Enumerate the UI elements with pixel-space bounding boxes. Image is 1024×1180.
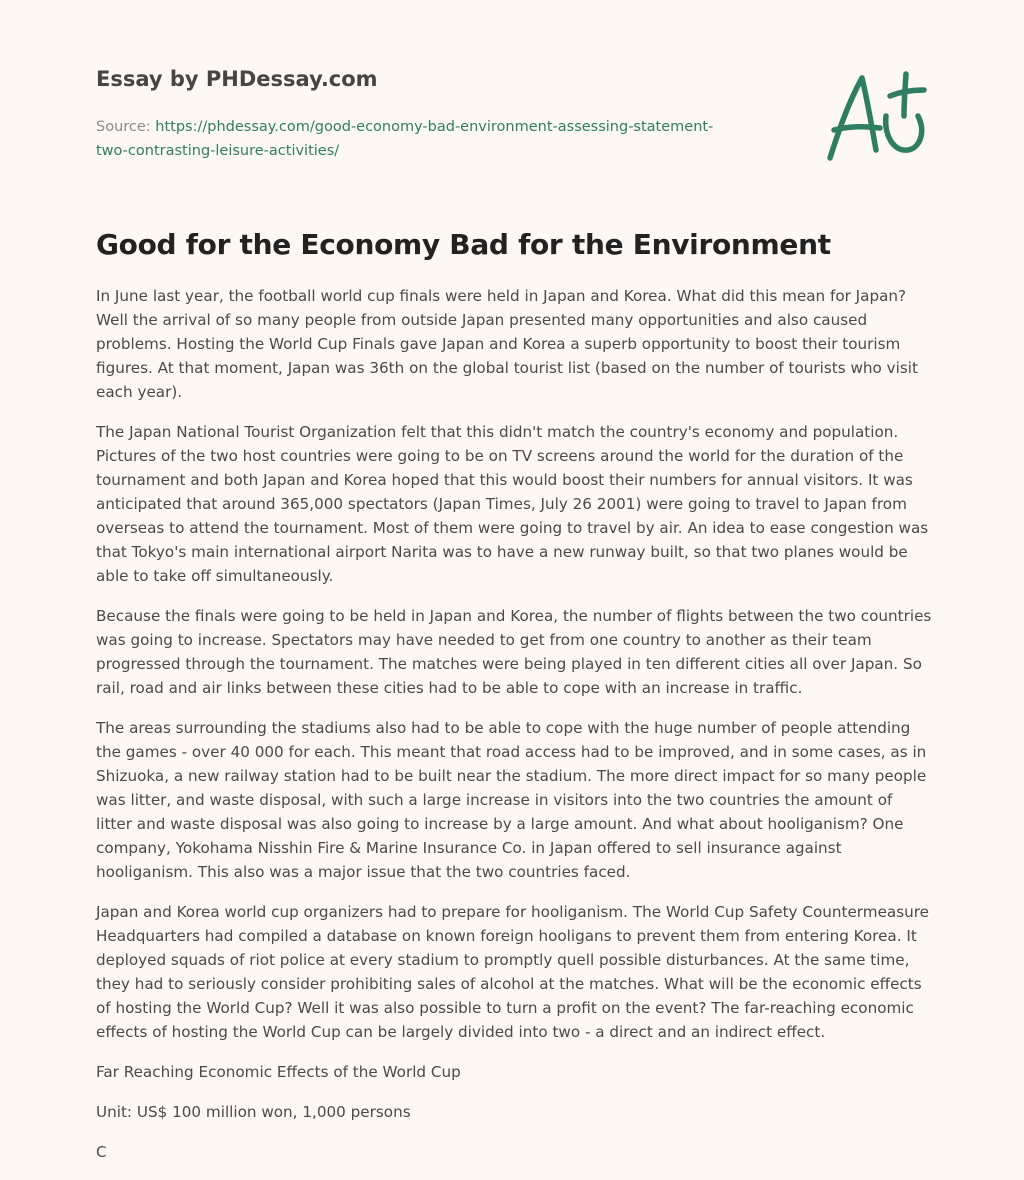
unit-note: Unit: US$ 100 million won, 1,000 persons bbox=[96, 1103, 411, 1121]
source-line bbox=[96, 115, 796, 163]
site-title: Essay by PHDessay.com bbox=[96, 67, 378, 91]
a-plus-grade-icon bbox=[820, 68, 930, 168]
paragraph: Japan and Korea world cup organizers had to prepare for hooliganism. The World Cup Safety Countermeasure Headquarters had compiled a database on known foreign hooligans to prevent them from entering Korea. It deployed squads of riot police at every stadium to promptly quell possible disturbances. At the same time, they had to seriously consider prohibiting sales of alcohol at the matches. What will be the economic effects of hosting the World Cup? Well it was also possible to turn a profit on the event? The far-reaching economic effects of hosting the World Cup can be largely divided into two - a direct and an indirect effect. bbox=[96, 903, 930, 1041]
table-caption: Far Reaching Economic Effects of the World Cup bbox=[96, 1063, 461, 1081]
source-url-line-2: two-contrasting-leisure-activities/ bbox=[96, 143, 340, 159]
paragraph: The areas surrounding the stadiums also had to be able to cope with the huge number of people attending the games - over 40 000 for each. This meant that road access had to be improved, and in some cases, as in Shizuoka, a new railway station had to be built near the stadium. The more direct impact for so many people was litter, and waste disposal, with such a large increase in visitors into the two countries the amount of litter and waste disposal was also going to increase by a large amount. And what about hooliganism? One company, Yokohama Nisshin Fire & Marine Insurance Co. in Japan offered to sell insurance against hooliganism. This also was a major issue that the two countries faced. bbox=[96, 719, 927, 881]
paragraph: Because the finals were going to be held in Japan and Korea, the number of flights between the two countries was going to increase. Spectators may have needed to get from one country to another as their team progressed through the tournament. The matches were being played in ten different cities all over Japan. So rail, road and air links between these cities had to be able to cope with an increase in traffic. bbox=[96, 607, 932, 697]
source-label: Source: bbox=[96, 119, 151, 135]
page-header bbox=[96, 64, 796, 163]
paragraph: The Japan National Tourist Organization felt that this didn't match the country's economy and population. Pictures of the two host countries were going to be on TV screens around the world for the duration of the tournament and both Japan and Korea hoped that this would boost their numbers for annual visitors. It was anticipated that around 365,000 spectators (Japan Times, July 26 2001) were going to travel to Japan from overseas to attend the tournament. Most of them were going to travel by air. An idea to ease congestion was that Tokyo's main international airport Narita was to have a new runway built, so that two planes would be able to take off simultaneously. bbox=[96, 423, 929, 585]
essay-title: Good for the Economy Bad for the Environment bbox=[96, 228, 831, 261]
truncated-text: C bbox=[96, 1143, 107, 1161]
source-link[interactable] bbox=[96, 119, 713, 159]
essay-body bbox=[96, 284, 932, 1180]
paragraph: In June last year, the football world cup finals were held in Japan and Korea. What did this mean for Japan? Well the arrival of so many people from outside Japan presented many opportunities and also caused problems. Hosting the World Cup Finals gave Japan and Korea a superb opportunity to boost their tourism figures. At that moment, Japan was 36th on the global tourist list (based on the number of tourists who visit each year). bbox=[96, 287, 918, 401]
source-url-line-1: https://phdessay.com/good-economy-bad-environment-assessing-statement- bbox=[155, 119, 714, 135]
